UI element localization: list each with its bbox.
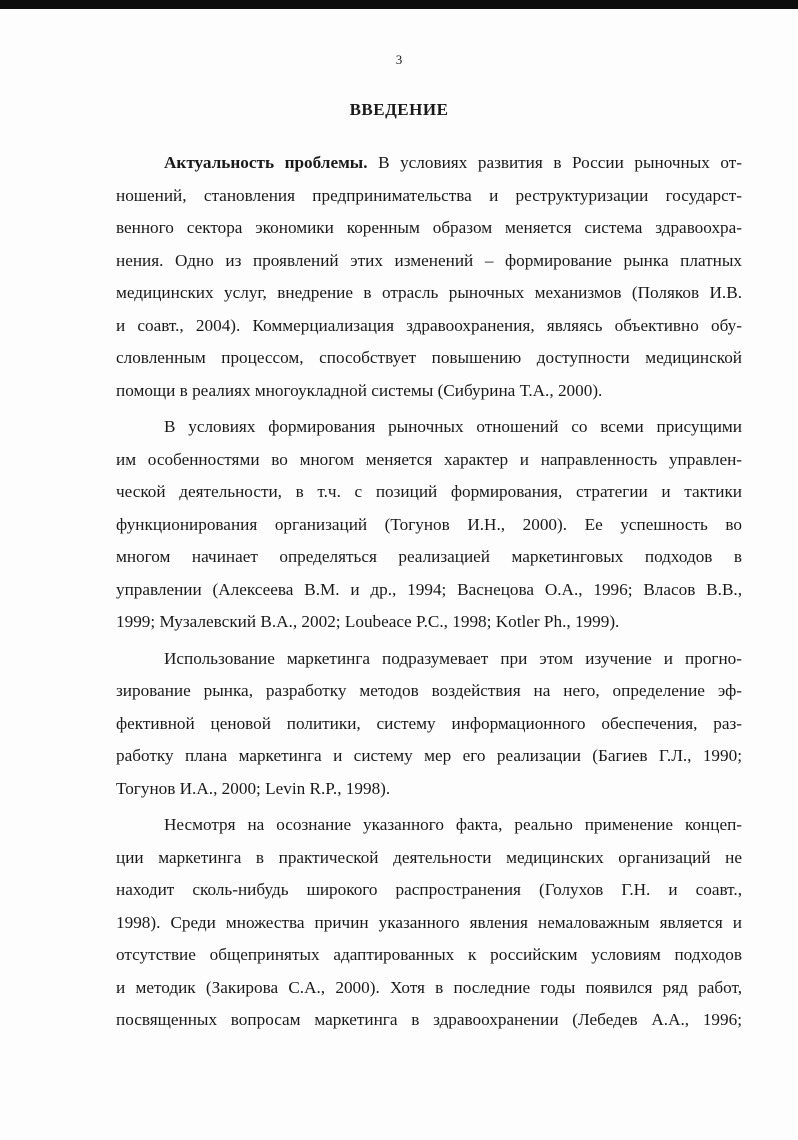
text-line: венного сектора экономики коренным образом меняется система здравоохра- [116, 218, 742, 237]
text-line: ческой деятельности, в т.ч. с позиций формирования, стратегии и тактики [116, 482, 742, 501]
text-line: медицинских услуг, внедрение в отрасль рыночных механизмов (Поляков И.В. [116, 283, 742, 302]
text-line: управлении (Алексеева В.М. и др., 1994; Васнецова О.А., 1996; Власов В.В., [116, 579, 742, 599]
text-line: зирование рынка, разработку методов воздействия на него, определение эф- [116, 681, 742, 700]
scan-edge-bar [0, 0, 798, 9]
text-line: работку плана маркетинга и систему мер его реализации (Багиев Г.Л., 1990; [116, 746, 742, 765]
text-line: им особенностями во многом меняется характер и направленность управлен- [116, 449, 742, 469]
text-line: помощи в реалиях многоукладной системы (Сибурина Т.А., 2000). [116, 380, 603, 400]
text-line: 1998). Среди множества причин указанного явления немаловажным является и [116, 912, 742, 932]
text-line: Актуальность проблемы. В условиях развития в России рыночных от- [164, 153, 742, 172]
text-line: и соавт., 2004). Коммерциализация здравоохранения, являясь объективно обу- [116, 315, 742, 335]
text-line: нения. Одно из проявлений этих изменений – формирование рынка платных [116, 250, 742, 270]
text-line: Несмотря на осознание указанного факта, реально применение концеп- [164, 815, 742, 834]
section-heading: ВВЕДЕНИЕ [349, 100, 449, 119]
text-line: функционирования организаций (Тогунов И.Н., 2000). Ее успешность во [116, 514, 742, 534]
text-line: находит сколь-нибудь широкого распространения (Голухов Г.Н. и соавт., [116, 880, 742, 899]
text-line: Тогунов И.А., 2000; Levin R.P., 1998). [116, 778, 391, 798]
text-line: 1999; Музалевский В.А., 2002; Loubeace P.C., 1998; Kotler Ph., 1999). [116, 612, 620, 631]
text-line: посвященных вопросам маркетинга в здравоохранении (Лебедев А.А., 1996; [116, 1010, 742, 1029]
text-line: ношений, становления предпринимательства и реструктуризации государст- [116, 185, 742, 205]
lead-phrase: Актуальность проблемы. [164, 153, 368, 172]
text-line: фективной ценовой политики, систему информационного обеспечения, раз- [116, 713, 742, 733]
page-number: 3 [395, 52, 403, 67]
text-line: и методик (Закирова С.А., 2000). Хотя в последние годы появился ряд работ, [116, 977, 742, 997]
text-line: словленным процессом, способствует повышению доступности медицинской [116, 348, 742, 367]
text-line: многом начинает определяться реализацией маркетинговых подходов в [116, 547, 742, 566]
text-line: ции маркетинга в практической деятельности медицинских организаций не [116, 847, 742, 867]
text-line: отсутствие общепринятых адаптированных к российским условиям подходов [116, 945, 742, 964]
body-text [116, 147, 742, 1037]
text-line: Использование маркетинга подразумевает при этом изучение и прогно- [164, 648, 742, 668]
text-line: В условиях формирования рыночных отношений со всеми присущими [164, 417, 742, 436]
